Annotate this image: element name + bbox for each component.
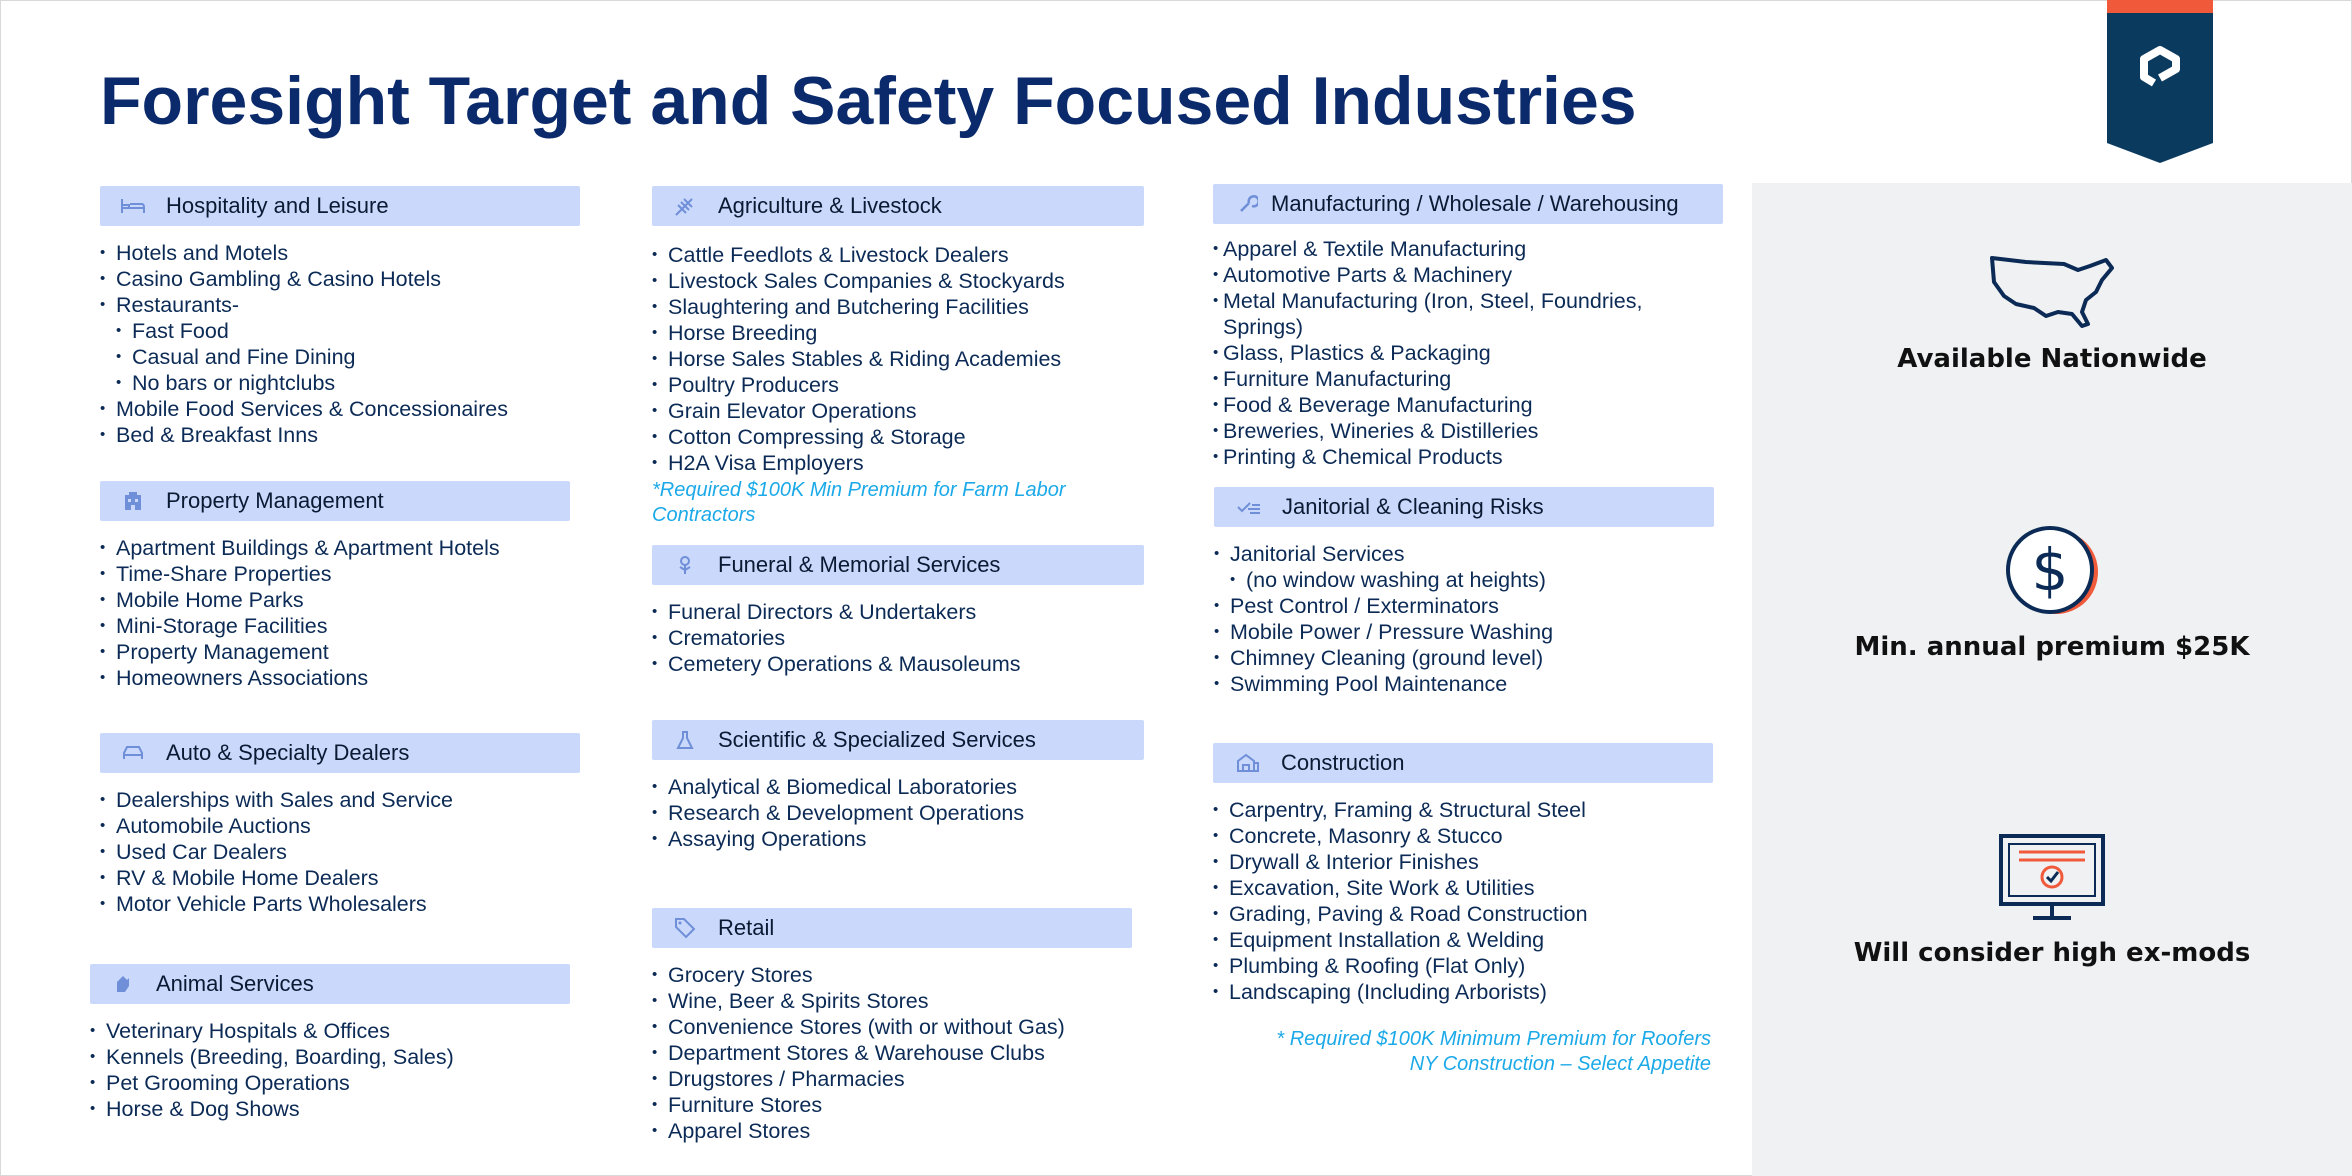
note-line: * Required $100K Minimum Premium for Roofers: [1276, 1028, 1711, 1050]
list-item: • Cattle Feedlots & Livestock Dealers: [652, 242, 1144, 268]
section-auto: [100, 733, 580, 917]
list-item: • Dealerships with Sales and Service: [100, 787, 580, 813]
list-item: • Swimming Pool Maintenance: [1214, 671, 1714, 697]
feature-min-premium: [1752, 526, 2352, 662]
section-janitorial: [1214, 487, 1714, 697]
list-item: • Apartment Buildings & Apartment Hotels: [100, 535, 570, 561]
svg-text:$: $: [2031, 536, 2069, 604]
list-item: • Landscaping (Including Arborists): [1213, 979, 1713, 1005]
list-item: • Apparel & Textile Manufacturing: [1213, 236, 1723, 262]
house-icon: [1233, 751, 1263, 775]
section-header: [652, 908, 1132, 948]
section-agriculture: [652, 186, 1144, 528]
list-item: • Mobile Food Services & Concessionaires: [100, 396, 580, 422]
list-item: • Veterinary Hospitals & Offices: [90, 1018, 570, 1044]
usa-map-icon: [1986, 250, 2118, 330]
building-icon: [118, 489, 148, 513]
list-item: • Mini-Storage Facilities: [100, 613, 570, 639]
list-item: • Equipment Installation & Welding: [1213, 927, 1713, 953]
section-header: [100, 481, 570, 521]
section-header: [100, 186, 580, 226]
list-item: • Apparel Stores: [652, 1118, 1132, 1144]
list-item: • Metal Manufacturing (Iron, Steel, Foundries,: [1213, 288, 1723, 314]
dollar-coin-icon: [2002, 526, 2102, 618]
section-manufacturing: [1213, 184, 1723, 470]
list-item: • Livestock Sales Companies & Stockyards: [652, 268, 1144, 294]
list-item: • Wine, Beer & Spirits Stores: [652, 988, 1132, 1014]
logo-badge-icon: [2107, 0, 2213, 163]
list-item: • Grocery Stores: [652, 962, 1132, 988]
section-construction: [1213, 743, 1713, 1077]
list-item: • H2A Visa Employers: [652, 450, 1144, 476]
list-item: • Pet Grooming Operations: [90, 1070, 570, 1096]
list-item: • Automobile Auctions: [100, 813, 580, 839]
list-item: • Automotive Parts & Machinery: [1213, 262, 1723, 288]
cleaning-icon: [1234, 495, 1264, 519]
section-header-label: Agriculture & Livestock: [718, 193, 942, 218]
monitor-check-icon: [1997, 832, 2107, 924]
car-icon: [118, 741, 148, 765]
list-item: • Concrete, Masonry & Stucco: [1213, 823, 1713, 849]
list-item: • Horse & Dog Shows: [90, 1096, 570, 1122]
list-item: • Cotton Compressing & Storage: [652, 424, 1144, 450]
list-item: • Slaughtering and Butchering Facilities: [652, 294, 1144, 320]
section-header-label: Manufacturing / Wholesale / Warehousing: [1271, 191, 1679, 216]
list-item: • Time-Share Properties: [100, 561, 570, 587]
wheat-icon: [670, 194, 700, 218]
list-item: • Fast Food: [116, 318, 580, 344]
feature-ex-mods: [1752, 832, 2352, 968]
list-item: • RV & Mobile Home Dealers: [100, 865, 580, 891]
list-item: • Assaying Operations: [652, 826, 1144, 852]
list-item: • No bars or nightclubs: [116, 370, 580, 396]
paw-icon: [108, 972, 138, 996]
roofers-note: [1213, 1027, 1713, 1077]
feature-nationwide: [1752, 250, 2352, 374]
list-item: • Mobile Power / Pressure Washing: [1214, 619, 1714, 645]
list-item: • Pest Control / Exterminators: [1214, 593, 1714, 619]
section-header-label: Retail: [718, 915, 775, 940]
list-item: • Poultry Producers: [652, 372, 1144, 398]
section-header: [1214, 487, 1714, 527]
list-item: • Grading, Paving & Road Construction: [1213, 901, 1713, 927]
section-funeral: [652, 545, 1144, 677]
list-item: • Drywall & Interior Finishes: [1213, 849, 1713, 875]
section-property: [100, 481, 570, 691]
section-header-label: Scientific & Specialized Services: [718, 727, 1036, 752]
list-item: • Horse Breeding: [652, 320, 1144, 346]
list-item: • Casual and Fine Dining: [116, 344, 580, 370]
list-item: • Horse Sales Stables & Riding Academies: [652, 346, 1144, 372]
section-header: [652, 720, 1144, 760]
section-header: [90, 964, 570, 1004]
note-line: *Required $100K Min Premium for Farm Labor: [652, 479, 1066, 501]
list-item: • Furniture Stores: [652, 1092, 1132, 1118]
list-item: • Mobile Home Parks: [100, 587, 570, 613]
list-item: • Grain Elevator Operations: [652, 398, 1144, 424]
list-item: • Used Car Dealers: [100, 839, 580, 865]
list-item: • Convenience Stores (with or without Gas): [652, 1014, 1132, 1040]
list-item: • Excavation, Site Work & Utilities: [1213, 875, 1713, 901]
list-item: • Printing & Chemical Products: [1213, 444, 1723, 470]
section-header: [652, 186, 1144, 226]
list-item: • Research & Development Operations: [652, 800, 1144, 826]
list-item: • Casino Gambling & Casino Hotels: [100, 266, 580, 292]
list-item: • (no window washing at heights): [1230, 567, 1714, 593]
list-item: Springs): [1223, 315, 1304, 339]
section-header-label: Construction: [1281, 750, 1405, 775]
feature-label: Min. annual premium $25K: [1854, 632, 2250, 662]
list-item: • Cemetery Operations & Mausoleums: [652, 651, 1144, 677]
list-item: • Property Management: [100, 639, 570, 665]
list-item: • Kennels (Breeding, Boarding, Sales): [90, 1044, 570, 1070]
note-line: Contractors: [652, 504, 756, 526]
section-scientific: [652, 720, 1144, 852]
section-header-label: Hospitality and Leisure: [166, 193, 389, 218]
note-line: NY Construction – Select Appetite: [1409, 1053, 1711, 1075]
list-item: • Drugstores / Pharmacies: [652, 1066, 1132, 1092]
list-item: • Restaurants-: [100, 292, 580, 318]
list-item: • Breweries, Wineries & Distilleries: [1213, 418, 1723, 444]
list-item: • Janitorial Services: [1214, 541, 1714, 567]
list-item: • Glass, Plastics & Packaging: [1213, 340, 1723, 366]
section-retail: [652, 908, 1132, 1144]
section-header: [100, 733, 580, 773]
list-item: • Homeowners Associations: [100, 665, 570, 691]
feature-label: Available Nationwide: [1897, 344, 2207, 374]
flower-icon: [670, 553, 700, 577]
feature-label: Will consider high ex-mods: [1853, 938, 2251, 968]
bed-icon: [118, 194, 148, 218]
list-item: • Motor Vehicle Parts Wholesalers: [100, 891, 580, 917]
section-animal: [90, 964, 570, 1122]
list-item: • Chimney Cleaning (ground level): [1214, 645, 1714, 671]
list-item: • Bed & Breakfast Inns: [100, 422, 580, 448]
list-item: • Funeral Directors & Undertakers: [652, 599, 1144, 625]
farm-labor-note: [652, 478, 1144, 528]
page-title: Foresight Target and Safety Focused Industries: [100, 63, 1637, 139]
list-item: • Analytical & Biomedical Laboratories: [652, 774, 1144, 800]
wrench-icon: [1233, 192, 1263, 216]
section-header-label: Auto & Specialty Dealers: [166, 740, 410, 765]
list-item: • Crematories: [652, 625, 1144, 651]
list-item: • Hotels and Motels: [100, 240, 580, 266]
section-header: [652, 545, 1144, 585]
section-header: [1213, 184, 1723, 224]
list-item: • Department Stores & Warehouse Clubs: [652, 1040, 1132, 1066]
section-header-label: Animal Services: [156, 971, 314, 996]
section-header-label: Janitorial & Cleaning Risks: [1282, 494, 1544, 519]
section-header-label: Funeral & Memorial Services: [718, 552, 1001, 577]
section-hospitality: [100, 186, 580, 448]
tag-icon: [670, 916, 700, 940]
list-item: • Food & Beverage Manufacturing: [1213, 392, 1723, 418]
section-header: [1213, 743, 1713, 783]
list-item: • Plumbing & Roofing (Flat Only): [1213, 953, 1713, 979]
list-item: • Furniture Manufacturing: [1213, 366, 1723, 392]
list-item: • Carpentry, Framing & Structural Steel: [1213, 797, 1713, 823]
section-header-label: Property Management: [166, 488, 384, 513]
flask-icon: [670, 728, 700, 752]
